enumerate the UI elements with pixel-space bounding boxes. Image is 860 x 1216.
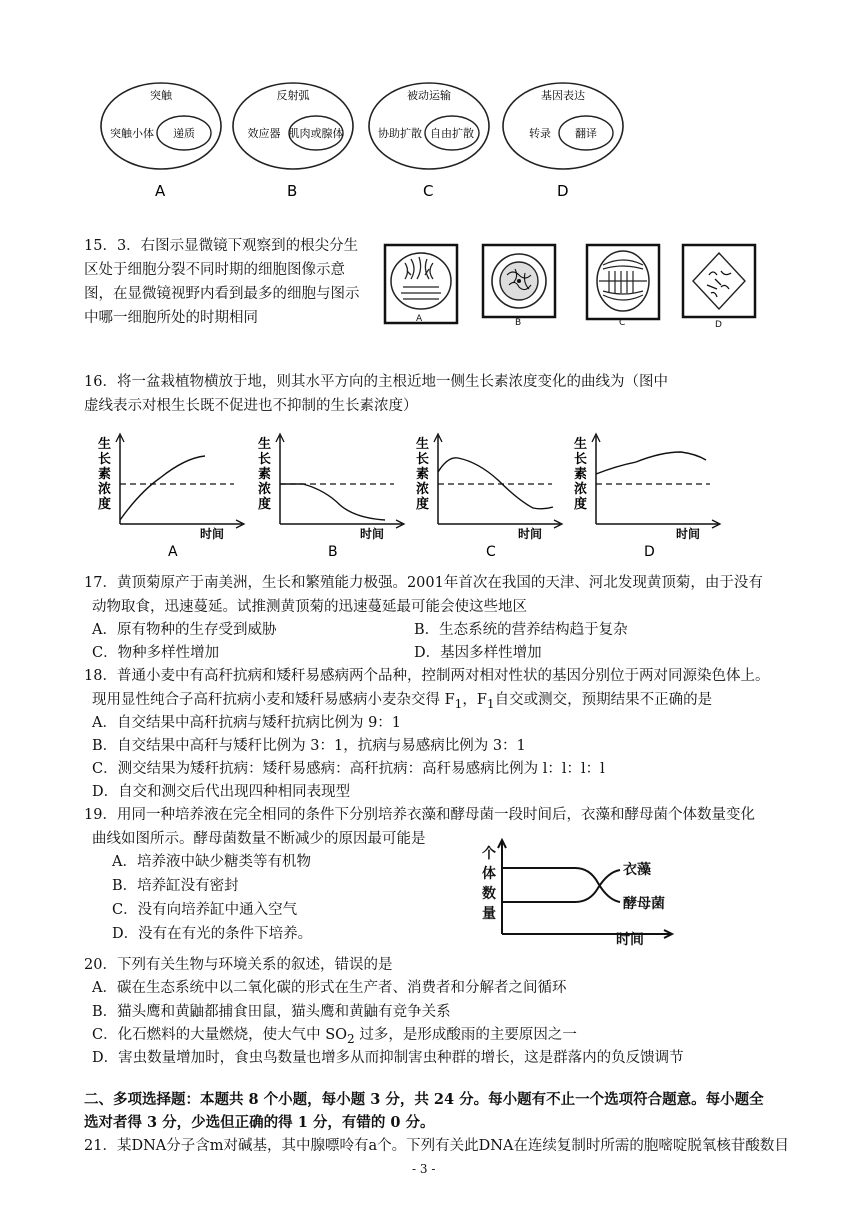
cell-label: C — [619, 318, 626, 325]
venn-inner-left-label: 转录 — [529, 127, 551, 140]
venn-inner-right-label: 递质 — [173, 127, 195, 140]
q19-option: D．没有在有光的条件下培养。 — [112, 926, 313, 942]
auxin-graph-a — [96, 432, 246, 560]
venn-outer-label: 反射弧 — [276, 89, 310, 102]
ylabel-char: 生 — [258, 437, 272, 452]
ylabel-char: 体 — [482, 866, 496, 882]
cell-label: D — [715, 320, 722, 327]
ylabel-char: 浓 — [416, 482, 430, 497]
graph-letter: C — [486, 544, 496, 560]
q19-option: A．培养液中缺少糖类等有机物 — [112, 854, 311, 870]
q18-option: A．自交结果中高秆抗病与矮秆抗病比例为 9：1 — [92, 715, 402, 731]
ylabel-char: 素 — [98, 467, 112, 482]
q18-line: 现用显性纯合子高秆抗病小麦和矮秆易感病小麦杂交得 $F_1$，$F_1$自交或测交，预期结果不正确的是 — [92, 692, 713, 711]
venn-letter: A — [155, 182, 166, 200]
ylabel-char: 度 — [416, 497, 430, 512]
section-heading-line: 选对者得 3 分，少选但正确的得 1 分，有错的 0 分。 — [84, 1114, 435, 1131]
cell-label: B — [515, 318, 522, 325]
cell-image-b — [481, 243, 557, 325]
graph-letter: D — [644, 544, 655, 560]
ylabel-char: 个 — [482, 846, 496, 862]
q17-option: A．原有物种的生存受到威胁 — [92, 622, 277, 638]
q17-line: 动物取食，迅速蔓延。试推测黄顶菊的迅速蔓延最可能会使这些地区 — [92, 599, 527, 615]
ylabel-char: 浓 — [98, 482, 112, 497]
q18-option: B．自交结果中高秆与矮秆比例为 3：1，抗病与易感病比例为 3：1 — [92, 738, 526, 754]
q19-line: 曲线如图所示。酵母菌数量不断减少的原因最可能是 — [92, 831, 426, 847]
question-21: 21．某DNA分子含m对碱基，其中腺嘌呤有a个。下列有关此DNA在连续复制时所需的胞嘧啶脱氧核苷酸数目 — [84, 1138, 789, 1154]
ylabel-char: 素 — [574, 467, 588, 482]
ylabel-char: 长 — [574, 452, 588, 467]
q20-option: B．猫头鹰和黄鼬都捕食田鼠，猫头鹰和黄鼬有竞争关系 — [92, 1004, 451, 1020]
venn-inner-right-label: 翻译 — [575, 127, 597, 140]
ylabel-char: 长 — [416, 452, 430, 467]
q18-option: C．测交结果为矮秆抗病：矮秆易感病：高秆抗病：高秆易感病比例为 l：l：l：l — [92, 761, 605, 777]
venn-letter: B — [287, 182, 298, 200]
cell-label: A — [416, 314, 423, 324]
cell-image-d — [681, 243, 757, 327]
q20-stem: 20．下列有关生物与环境关系的叙述，错误的是 — [84, 957, 393, 973]
xlabel: 时间 — [360, 527, 385, 541]
q16-line: 虚线表示对根生长既不促进也不抑制的生长素浓度） — [84, 398, 418, 414]
xlabel: 时间 — [676, 527, 701, 541]
venn-inner-left-label: 突触小体 — [110, 127, 154, 140]
q16-line: 16．将一盆栽植物横放于地，则其水平方向的主根近地一侧生长素浓度变化的曲线为（图中 — [84, 374, 668, 390]
q19-option: C．没有向培养缸中通入空气 — [112, 902, 298, 918]
venn-diagram-a — [98, 80, 228, 205]
xlabel: 时间 — [518, 527, 543, 541]
auxin-curve — [596, 452, 706, 474]
auxin-graph-d — [572, 432, 722, 560]
venn-outer-label: 突触 — [150, 89, 172, 102]
q18-line: 18．普通小麦中有高秆抗病和矮秆易感病两个品种，控制两对相对性状的基因分别位于两对同源染色体上。 — [84, 668, 770, 684]
venn-letter: D — [557, 182, 569, 200]
section-heading-line: 二、多项选择题：本题共 8 个小题，每小题 3 分，共 24 分。每小题有不止一个选项符合题意。每小题全 — [84, 1091, 764, 1108]
ylabel-char: 素 — [258, 467, 272, 482]
graph-letter: A — [168, 544, 178, 560]
ylabel-char: 生 — [98, 437, 112, 452]
ylabel-char: 度 — [98, 497, 112, 512]
ylabel-char: 量 — [482, 906, 496, 922]
venn-inner-right-label: 自由扩散 — [430, 127, 474, 140]
q19-option: B．培养缸没有密封 — [112, 878, 239, 894]
auxin-graph-c — [414, 432, 564, 560]
q20-option: A．碳在生态系统中以二氧化碳的形式在生产者、消费者和分解者之间循环 — [92, 980, 567, 996]
graph-letter: B — [328, 544, 338, 560]
xlabel: 时间 — [200, 527, 225, 541]
q20-option: C．化石燃料的大量燃烧，使大气中 $SO_2$ 过多，是形成酸雨的主要原因之一 — [92, 1027, 577, 1046]
series-line-algae — [502, 870, 620, 902]
auxin-curve — [120, 456, 205, 520]
ylabel-char: 生 — [574, 437, 588, 452]
q17-option: D．基因多样性增加 — [414, 645, 542, 661]
venn-diagram-d — [500, 80, 630, 205]
series-line-yeast — [502, 868, 620, 902]
q19-line: 19．用同一种培养液在完全相同的条件下分别培养衣藻和酵母菌一段时间后，衣藻和酵母菌个体数量变化 — [84, 807, 755, 823]
venn-diagram-c — [366, 80, 496, 205]
ylabel-char: 长 — [258, 452, 272, 467]
q17-line: 17．黄顶菊原产于南美洲，生长和繁殖能力极强。2001年首次在我国的天津、河北发现黄顶菊，由于没有 — [84, 575, 763, 591]
venn-outer-label: 基因表达 — [541, 89, 585, 102]
cell-image-a — [383, 243, 459, 325]
auxin-curve — [280, 484, 385, 520]
ylabel-char: 生 — [416, 437, 430, 452]
venn-inner-left-label: 协助扩散 — [378, 127, 422, 140]
q20-option: D．害虫数量增加时，食虫鸟数量也增多从而抑制害虫种群的增长，这是群落内的负反馈调节 — [92, 1050, 684, 1066]
ylabel-char: 度 — [574, 497, 588, 512]
venn-inner-left-label: 效应器 — [247, 127, 281, 140]
ylabel-char: 数 — [482, 886, 496, 902]
q15-line: 15．3．右图示显微镜下观察到的根尖分生 — [84, 238, 359, 254]
q15-line: 区处于细胞分裂不同时期的细胞图像示意 — [84, 262, 345, 278]
q15-line: 中哪一细胞所处的时期相同 — [84, 310, 258, 326]
venn-inner-right-label: 肌肉或腺体 — [288, 127, 344, 140]
q17-option: C．物种多样性增加 — [92, 645, 220, 661]
auxin-graph-b — [256, 432, 406, 560]
venn-diagram-b — [230, 80, 360, 205]
page-number: - 3 - — [412, 1162, 436, 1176]
venn-letter: C — [423, 182, 434, 200]
xlabel: 时间 — [616, 932, 644, 948]
series-label-yeast: 酵母菌 — [623, 896, 665, 912]
auxin-curve — [438, 458, 553, 509]
population-graph — [470, 838, 680, 948]
ylabel-char: 浓 — [258, 482, 272, 497]
ylabel-char: 浓 — [574, 482, 588, 497]
cell-image-c — [585, 243, 661, 325]
ylabel-char: 度 — [258, 497, 272, 512]
ylabel-char: 素 — [416, 467, 430, 482]
series-label-algae: 衣藻 — [623, 862, 651, 878]
ylabel-char: 长 — [98, 452, 112, 467]
q15-line: 图，在显微镜视野内看到最多的细胞与图示 — [84, 286, 360, 302]
q18-option: D．自交和测交后代出现四种相同表现型 — [92, 784, 351, 800]
q17-option: B．生态系统的营养结构趋于复杂 — [414, 622, 628, 638]
venn-outer-label: 被动运输 — [407, 89, 451, 102]
